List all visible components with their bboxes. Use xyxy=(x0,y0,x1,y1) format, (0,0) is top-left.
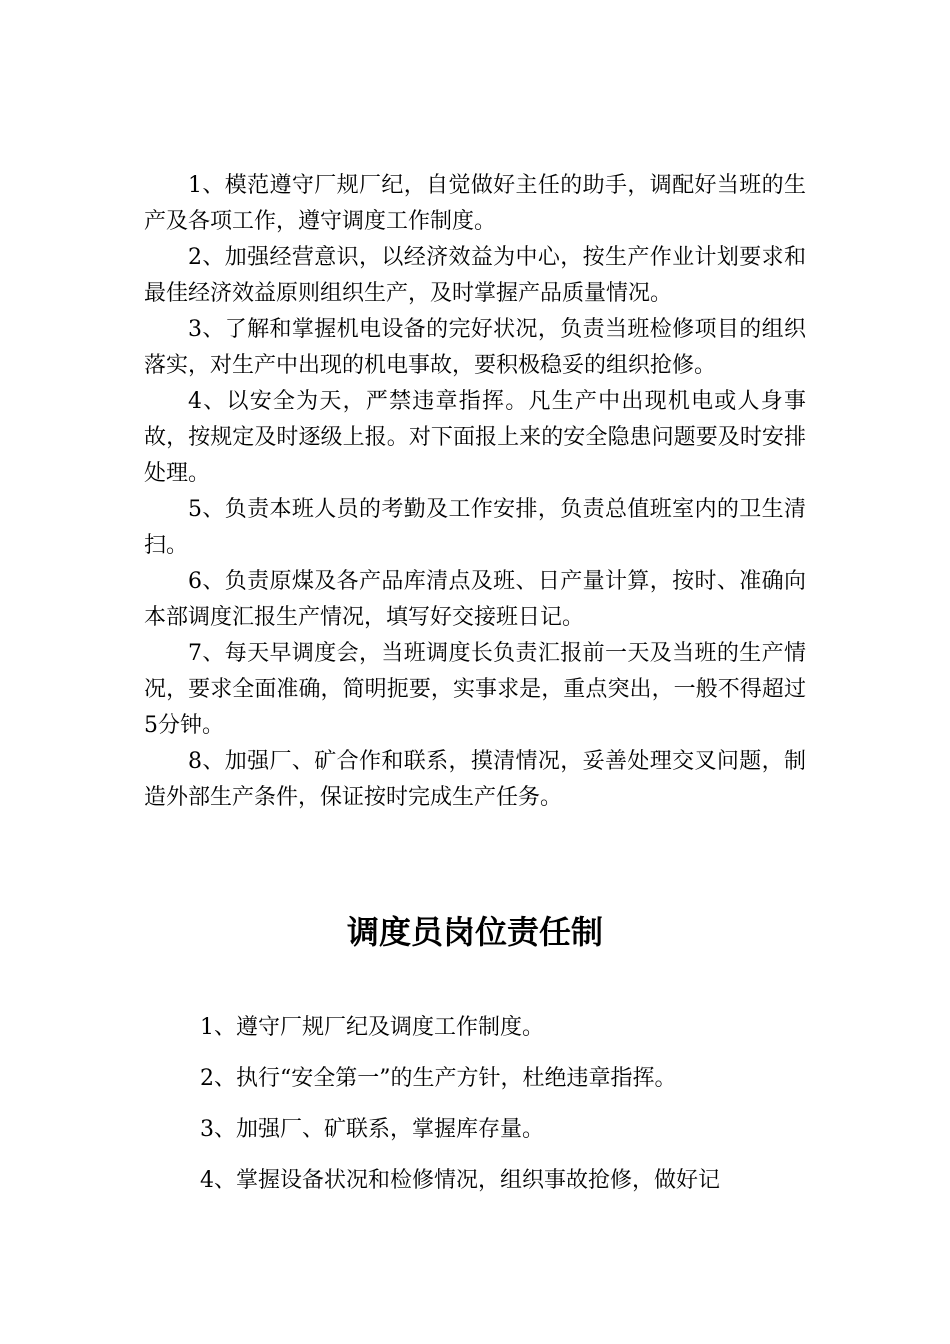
list-item-2: 2、执行“安全第一”的生产方针，杜绝违章指挥。 xyxy=(200,1066,677,1091)
paragraph-2: 2、加强经营意识，以经济效益为中心，按生产作业计划要求和最佳经济效益原则组织生产，及时掌握产品质量情况。 xyxy=(144,245,806,306)
paragraph-1: 1、模范遵守厂规厂纪，自觉做好主任的助手，调配好当班的生产及各项工作，遵守调度工作制度。 xyxy=(144,173,806,234)
list-item-3: 3、加强厂、矿联系，掌握库存量。 xyxy=(200,1117,544,1142)
list-item-1: 1、遵守厂规厂纪及调度工作制度。 xyxy=(200,1015,544,1040)
paragraph-3: 3、了解和掌握机电设备的完好状况，负责当班检修项目的组织落实，对生产中出现的机电事故，要积极稳妥的组织抢修。 xyxy=(144,317,806,378)
responsibility-list-dispatcher xyxy=(200,1010,820,1214)
section-title: 调度员岗位责任制 xyxy=(346,913,603,951)
paragraph-7: 7、每天早调度会，当班调度长负责汇报前一天及当班的生产情况，要求全面准确，简明扼要，实事求是，重点突出，一般不得超过5分钟。 xyxy=(144,641,806,738)
list-item-4: 4、掌握设备状况和检修情况，组织事故抢修，做好记 xyxy=(200,1168,720,1193)
responsibility-list-shift-dispatcher xyxy=(144,168,806,816)
paragraph-4: 4、以安全为天，严禁违章指挥。凡生产中出现机电或人身事故，按规定及时逐级上报。对下面报上来的安全隐患问题要及时安排处理。 xyxy=(144,389,806,486)
paragraph-8: 8、加强厂、矿合作和联系，摸清情况，妥善处理交叉问题，制造外部生产条件，保证按时完成生产任务。 xyxy=(144,749,806,810)
paragraph-6: 6、负责原煤及各产品库清点及班、日产量计算，按时、准确向本部调度汇报生产情况，填写好交接班日记。 xyxy=(144,569,806,630)
paragraph-5: 5、负责本班人员的考勤及工作安排，负责总值班室内的卫生清扫。 xyxy=(144,497,806,558)
